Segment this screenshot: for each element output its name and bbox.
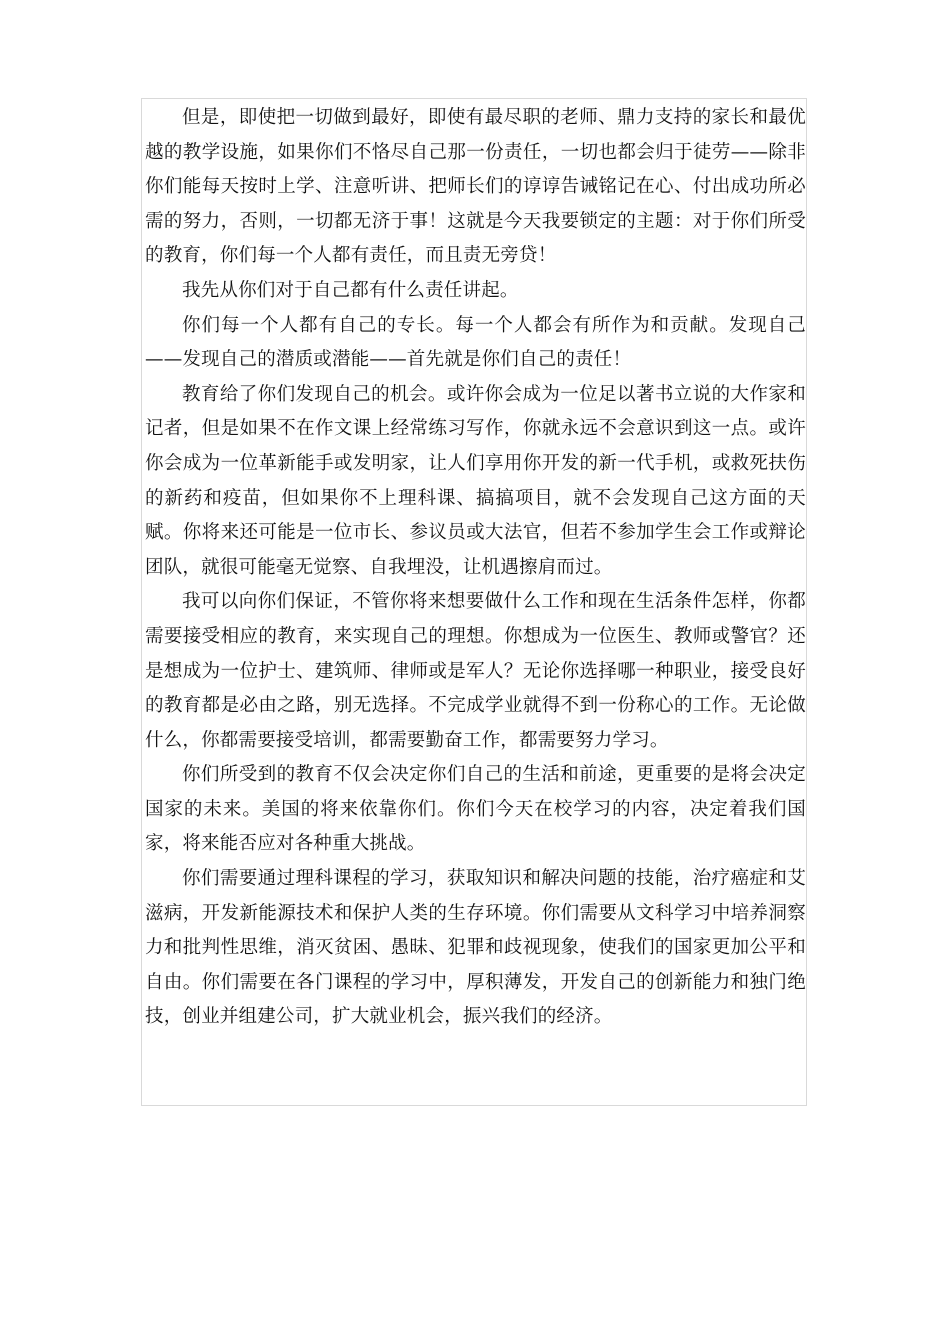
paragraph-strengths: 你们每一个人都有自己的专长。每一个人都会有所作为和贡献。发现自己——发现自己的潜质或潜能——首先就是你们自己的责任！: [145, 314, 806, 371]
paragraph-responsibility: 但是，即使把一切做到最好，即使有最尽职的老师、鼎力支持的家长和最优越的教学设施，如果你们不恪尽自己那一份责任，一切也都会归于徒劳——除非你们能每天按时上学、注意听讲、把师长们的谆谆告诫铭记在心、付出成功所必需的努力，否则，一切都无济于事！这就是今天我要锁定的主题：对于你们所受的教育，你们每一个人都有责任，而且责无旁贷！: [145, 107, 806, 267]
document-text-frame: [141, 98, 807, 1106]
paragraph-nation-future: 你们所受到的教育不仅会决定你们自己的生活和前途，更重要的是将会决定国家的未来。美国的将来依靠你们。你们今天在校学习的内容，决定着我们国家，将来能否应对各种重大挑战。: [145, 764, 806, 855]
paragraph-intro-self: 我先从你们对于自己都有什么责任讲起。: [182, 279, 519, 301]
paragraph-careers: 我可以向你们保证，不管你将来想要做什么工作和现在生活条件怎样，你都需要接受相应的教育，来实现自己的理想。你想成为一位医生、教师或警官？还是想成为一位护士、建筑师、律师或是军人？无论你选择哪一种职业，接受良好的教育都是必由之路，别无选择。不完成学业就得不到一份称心的工作。无论做什么，你都需要接受培训，都需要勤奋工作，都需要努力学习。: [145, 591, 806, 751]
paragraph-discover: 教育给了你们发现自己的机会。或许你会成为一位足以著书立说的大作家和记者，但是如果不在作文课上经常练习写作，你就永远不会意识到这一点。或许你会成为一位革新能手或发明家，让人们享用你开发的新一代手机，或救死扶伤的新药和疫苗，但如果你不上理科课、搞搞项目，就不会发现自己这方面的天赋。你将来还可能是一位市长、参议员或大法官，但若不参加学生会工作或辩论团队，就很可能毫无觉察、自我埋没，让机遇擦肩而过。: [145, 383, 806, 578]
paragraph-study-goals: 你们需要通过理科课程的学习，获取知识和解决问题的技能，治疗癌症和艾滋病，开发新能源技术和保护人类的生存环境。你们需要从文科学习中培养洞察力和批判性思维，消灭贫困、愚昧、犯罪和歧视现象，使我们的国家更加公平和自由。你们需要在各门课程的学习中，厚积薄发，开发自己的创新能力和独门绝技，创业并组建公司，扩大就业机会，振兴我们的经济。: [145, 868, 806, 1028]
